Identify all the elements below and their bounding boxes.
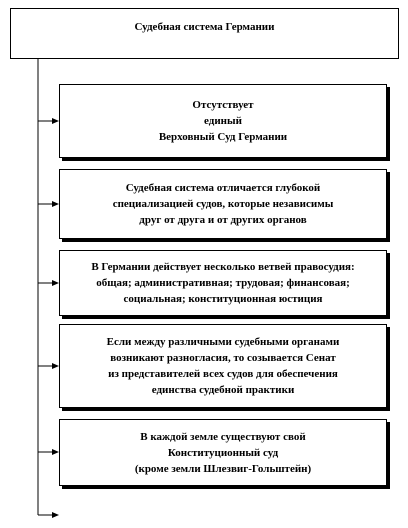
box-1-line-2: единый: [204, 115, 242, 127]
box-no-supreme-court: [59, 84, 387, 158]
box-4-line-3: из представителей всех судов для обеспечения: [108, 368, 338, 380]
box-1-line-1: Отсутствует: [192, 99, 254, 111]
arrow-to-box-3: [38, 280, 59, 286]
box-3-line-1: В Германии действует несколько ветвей правосудия:: [91, 261, 355, 273]
box-5-line-1: В каждой земле существуют свой: [140, 430, 306, 443]
box-1-line-3: Верховный Суд Германии: [158, 131, 288, 143]
box-2-line-1: Судебная система отличается глубокой: [125, 182, 321, 194]
box-3-line-2: общая; административная; трудовая; финансовая;: [96, 277, 350, 289]
box-5-line-2: Конституционный суд: [167, 446, 279, 459]
box-5-line-3: (кроме земли Шлезвиг-Гольштейн): [134, 462, 312, 475]
box-2-line-3: друг от друга и от других органов: [139, 214, 307, 226]
diagram-title: Судебная система Германии: [134, 21, 275, 33]
box-4-line-2: возникают разногласия, то созывается Сенат: [110, 352, 336, 364]
arrow-to-box-1: [38, 118, 59, 124]
arrow-to-box-5: [38, 449, 59, 455]
arrow-to-box-4: [38, 363, 59, 369]
box-constitutional-courts: [59, 419, 387, 486]
box-specialization: [59, 169, 387, 239]
arrow-to-box-2: [38, 201, 59, 207]
box-justice-branches: [59, 250, 387, 316]
box-4-line-1: Если между различными судебными органами: [106, 336, 340, 348]
box-4-line-4: единства судебной практики: [151, 384, 295, 396]
arrow-bottom-end: [38, 512, 59, 518]
box-2-line-2: специализацией судов, которые независимы: [112, 198, 334, 210]
title-box: [10, 8, 399, 59]
box-3-line-3: социальная; конституционная юстиция: [123, 293, 323, 305]
box-senate: [59, 324, 387, 408]
